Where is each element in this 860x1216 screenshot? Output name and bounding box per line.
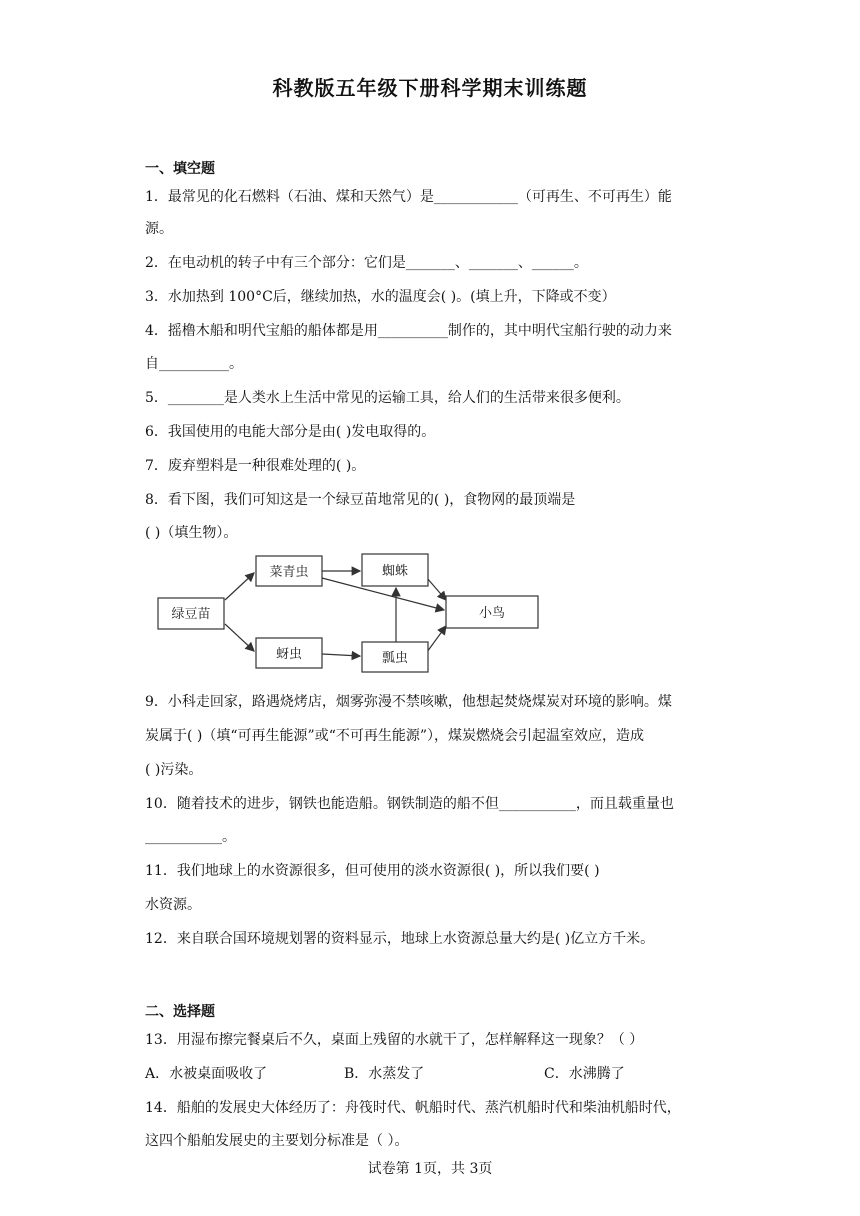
question-1-line-1: 1．最常见的化石燃料（石油、煤和天然气）是____________（可再生、不可再生）能 [145, 189, 672, 205]
node-label-yachong: 蚜虫 [275, 647, 303, 662]
question-5: 5．________是人类水上生活中常见的运输工具，给人们的生活带来很多便利。 [145, 390, 630, 406]
question-2: 2．在电动机的转子中有三个部分：它们是_______、_______、______。 [145, 255, 588, 271]
arrow-lvdoumiao-to-caiqingchong [225, 573, 254, 600]
arrow-yachong-to-piaochong [322, 654, 360, 656]
question-10-line-2: ___________。 [145, 829, 236, 845]
node-label-zhizhu: 蜘蛛 [381, 564, 409, 579]
question-9-line-1: 9．小科走回家，路遇烧烤店，烟雾弥漫不禁咳嗽，他想起焚烧煤炭对环境的影响。煤 [145, 694, 672, 710]
question-4-line-1: 4．摇橹木船和明代宝船的船体都是用__________制作的，其中明代宝船行驶的动力来 [145, 323, 672, 339]
food-web-diagram [150, 548, 550, 678]
question-9-line-2: 炭属于( )（填“可再生能源”或“不可再生能源”），煤炭燃烧会引起温室效应，造成 [145, 728, 645, 744]
node-label-piaochong: 瓢虫 [381, 651, 409, 666]
question-10-line-1: 10．随着技术的进步，钢铁也能造船。钢铁制造的船不但___________，而且载重量也 [145, 796, 674, 812]
question-11-line-2: 水资源。 [145, 897, 201, 913]
question-8-line-1: 8．看下图，我们可知这是一个绿豆苗地常见的( )，食物网的最顶端是 [145, 492, 576, 508]
page-footer: 试卷第 1页，共 3页 [367, 1161, 493, 1177]
question-9-line-3: ( )污染。 [145, 762, 203, 778]
section-heading-fill-in: 一、填空题 [145, 161, 215, 177]
section-heading-multiple-choice: 二、选择题 [145, 1004, 215, 1020]
question-13: 13．用湿布擦完餐桌后不久，桌面上残留的水就干了，怎样解释这一现象？（ ） [145, 1032, 644, 1048]
arrow-zhizhu-to-xiaoniao [427, 578, 446, 600]
node-label-xiaoniao: 小鸟 [478, 606, 506, 621]
question-1-line-2: 源。 [145, 221, 173, 237]
question-14-line-1: 14．船舶的发展史大体经历了：舟筏时代、帆船时代、蒸汽机船时代和柴油机船时代， [145, 1100, 681, 1116]
node-label-lvdoumiao: 绿豆苗 [171, 607, 211, 622]
question-7: 7．废弃塑料是一种很难处理的( )。 [145, 458, 366, 474]
question-12: 12．来自联合国环境规划署的资料显示，地球上水资源总量大约是( )亿立方千米。 [145, 931, 655, 947]
question-3: 3．水加热到 100°C后，继续加热，水的温度会( )。(填上升，下降或不变） [145, 289, 616, 305]
arrow-lvdoumiao-to-yachong [225, 624, 254, 651]
arrow-piaochong-to-xiaoniao [427, 626, 446, 652]
page-title: 科教版五年级下册科学期末训练题 [272, 76, 588, 100]
question-13-choice-a[interactable]: A．水被桌面吸收了 [145, 1066, 268, 1082]
question-8-line-2: ( )（填生物）。 [145, 525, 238, 541]
question-13-choice-b[interactable]: B．水蒸发了 [344, 1066, 425, 1082]
question-11-line-1: 11．我们地球上的水资源很多，但可使用的淡水资源很( )，所以我们要( ) [145, 863, 600, 879]
question-14-line-2: 这四个船舶发展史的主要划分标准是（ ）。 [145, 1133, 409, 1149]
question-6: 6．我国使用的电能大部分是由( )发电取得的。 [145, 424, 436, 440]
node-label-caiqingchong: 菜青虫 [269, 565, 309, 580]
question-13-choice-c[interactable]: C．水沸腾了 [544, 1066, 625, 1082]
question-4-line-2: 自__________。 [145, 356, 243, 372]
